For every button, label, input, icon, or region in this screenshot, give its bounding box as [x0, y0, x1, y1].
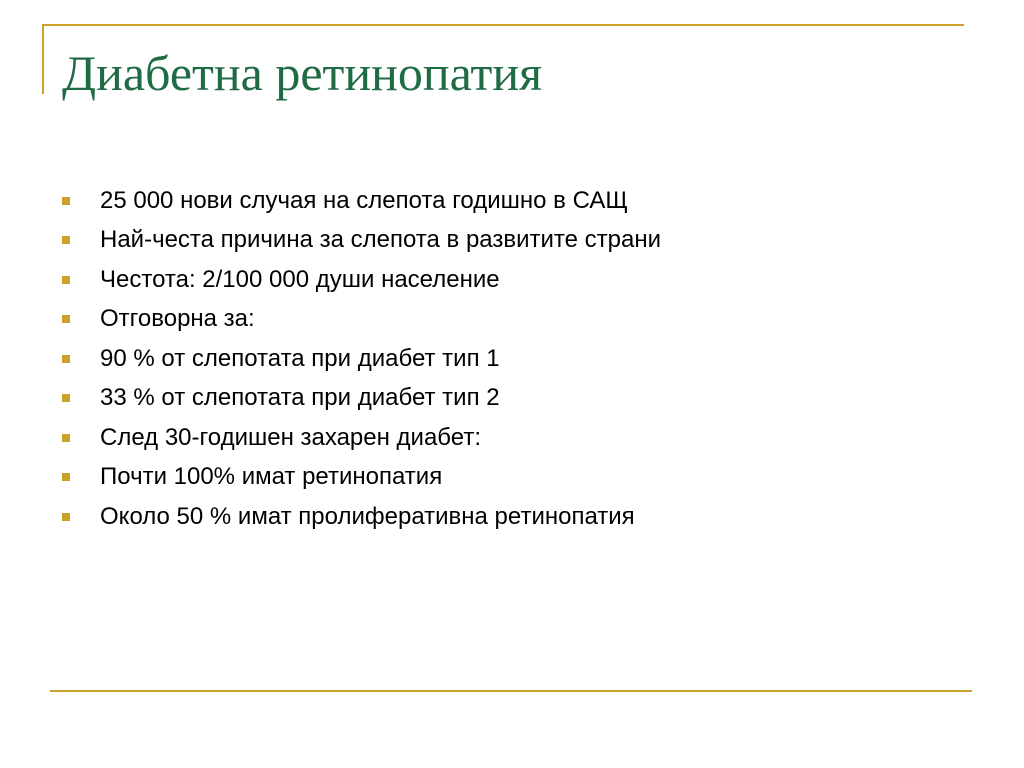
square-bullet-icon	[62, 315, 70, 323]
bullet-item	[62, 181, 661, 221]
bullet-text: След 30-годишен захарен диабет:	[100, 423, 481, 451]
square-bullet-icon	[62, 355, 70, 363]
bullet-text: 90 % от слепотата при диабет тип 1	[100, 344, 500, 372]
bullet-list	[62, 181, 661, 537]
bullet-text: Около 50 % имат пролиферативна ретинопатия	[100, 502, 635, 530]
bullet-text: Честота: 2/100 000 души население	[100, 265, 500, 293]
square-bullet-icon	[62, 434, 70, 442]
bullet-item	[62, 260, 661, 300]
bullet-item	[62, 221, 661, 261]
bullet-item	[62, 379, 661, 419]
square-bullet-icon	[62, 513, 70, 521]
square-bullet-icon	[62, 394, 70, 402]
bottom-rule	[50, 690, 972, 692]
bullet-text: 33 % от слепотата при диабет тип 2	[100, 384, 500, 412]
bullet-item	[62, 339, 661, 379]
bullet-text: 25 000 нови случая на слепота годишно в САЩ	[100, 186, 628, 214]
slide-title: Диабетна ретинопатия	[62, 45, 543, 101]
bullet-item	[62, 300, 661, 340]
bullet-item	[62, 418, 661, 458]
bullet-text: Най-честа причина за слепота в развитите страни	[100, 226, 662, 254]
bullet-item	[62, 497, 661, 537]
square-bullet-icon	[62, 197, 70, 205]
bullet-text: Отговорна за:	[100, 305, 255, 333]
top-rule	[42, 24, 964, 26]
bullet-item	[62, 458, 661, 498]
square-bullet-icon	[62, 473, 70, 481]
bullet-text: Почти 100% имат ретинопатия	[100, 463, 443, 491]
left-rule	[42, 24, 44, 94]
square-bullet-icon	[62, 276, 70, 284]
square-bullet-icon	[62, 236, 70, 244]
